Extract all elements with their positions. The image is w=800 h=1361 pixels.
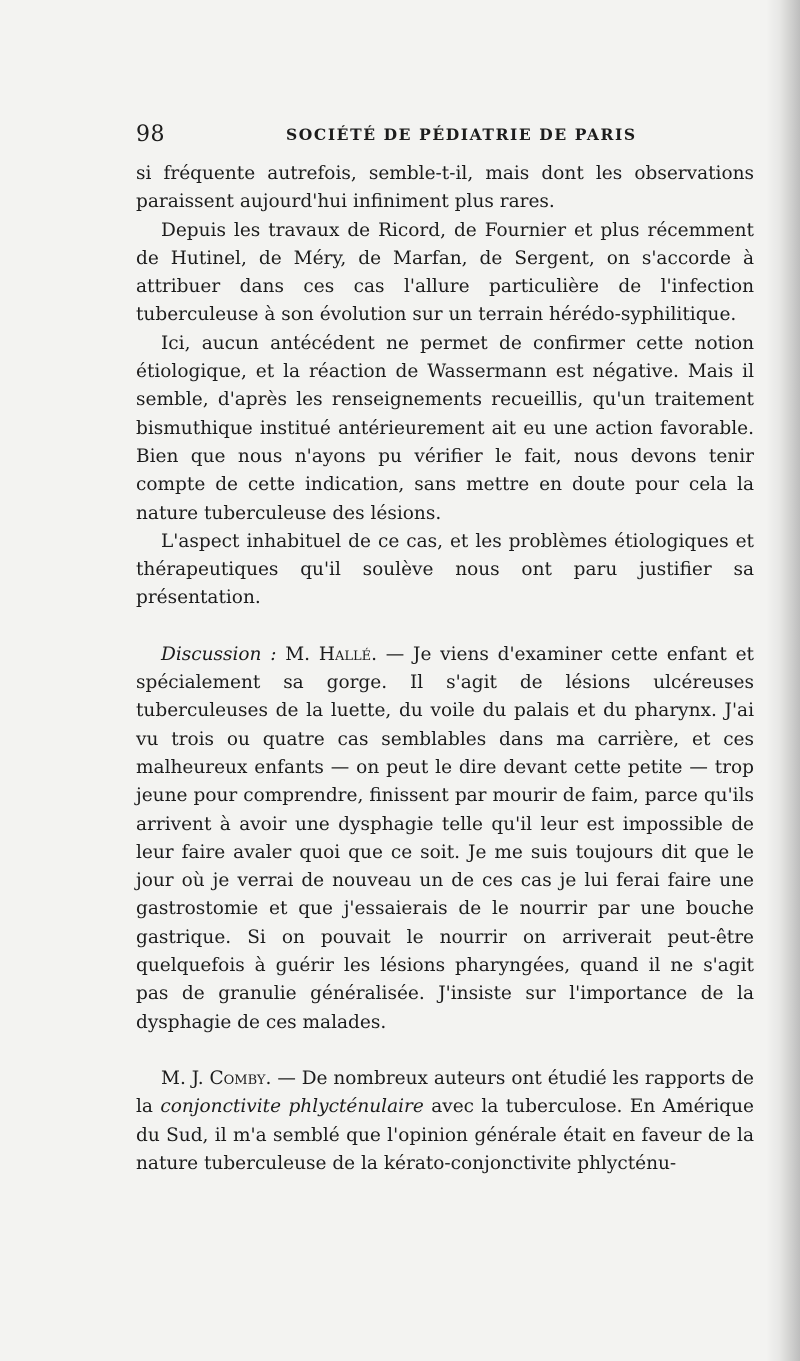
comby-text-before: — De nombreux auteurs ont étudié les rapports de la (136, 1067, 754, 1118)
comby-speaker-name: Comby. (209, 1067, 272, 1089)
page-edge-shadow (766, 0, 800, 1361)
discussion-speaker-name: Hallé. (318, 643, 377, 665)
paragraph-conclusion: L'aspect inhabituel de ce cas, et les problèmes étiologiques et thérapeutiques qu'il soulève nous ont paru justifier sa présentation. (136, 530, 754, 609)
running-title: SOCIÉTÉ DE PÉDIATRIE DE PARIS (286, 125, 637, 144)
section-gap (136, 613, 754, 641)
paragraph-wassermann: Ici, aucun antécédent ne permet de confirmer cette notion étiologique, et la réaction de Wassermann est négative. Mais il semble, d'après les renseignements recueillis, qu'un traitement bismuthique institué antérieurement ait eu une action favorable. Bien que nous n'ayons pu vérifier le fait, nous devons tenir compte de cette indication, sans mettre en doute pour cela la nature tuberculeuse des lésions. (136, 332, 754, 524)
page-number: 98 (136, 122, 165, 147)
page-header (136, 122, 756, 150)
discussion-paragraph (136, 641, 754, 1037)
discussion-label: Discussion : (161, 643, 277, 665)
discussion-speaker-prefix: M. (285, 643, 311, 665)
paragraph-continuation: si fréquente autrefois, semble-t-il, mais dont les observations paraissent aujourd'hui infiniment plus rares. (136, 163, 754, 213)
comby-italic-term: conjonctivite phlycténulaire (160, 1096, 424, 1118)
article-body (136, 160, 754, 1178)
section-gap (136, 1037, 754, 1065)
discussion-text: — Je viens d'examiner cette enfant et spécialement sa gorge. Il s'agit de lésions ulcéreuses tuberculeuses de la luette, du voile du palais et du pharynx. J'ai vu trois ou quatre cas semblables dans ma carrière, et ces malheureux enfants — on peut le dire devant cette petite — trop jeune pour comprendre, finissent par mourir de faim, parce qu'ils arrivent à avoir une dysphagie telle qu'il leur est impossible de leur faire avaler quoi que ce soit. Je me suis toujours dit que le jour où je verrai de nouveau un de ces cas je lui ferai faire une gastrostomie et que j'essaierais de le nourrir par une bouche gastrique. Si on pouvait le nourrir on arriverait peut-être quelquefois à guérir les lésions pharyngées, quand il ne s'agit pas de granulie généralisée. J'insiste sur l'importance de la dysphagie de ces malades. (136, 643, 754, 1033)
comby-paragraph (136, 1065, 754, 1178)
comby-speaker-prefix: M. J. (161, 1067, 204, 1089)
comby-text-after: avec la tuberculose. En Amérique du Sud, il m'a semblé que l'opinion générale était en faveur de la nature tuberculeuse de la kérato-conjonctivite phlycténu- (136, 1096, 754, 1174)
paragraph-hereditary-syphilis: Depuis les travaux de Ricord, de Fournier et plus récemment de Hutinel, de Méry, de Marfan, de Sergent, on s'accorde à attribuer dans ces cas l'allure particulière de l'infection tuberculeuse à son évolution sur un terrain hérédo-syphilitique. (136, 219, 754, 326)
